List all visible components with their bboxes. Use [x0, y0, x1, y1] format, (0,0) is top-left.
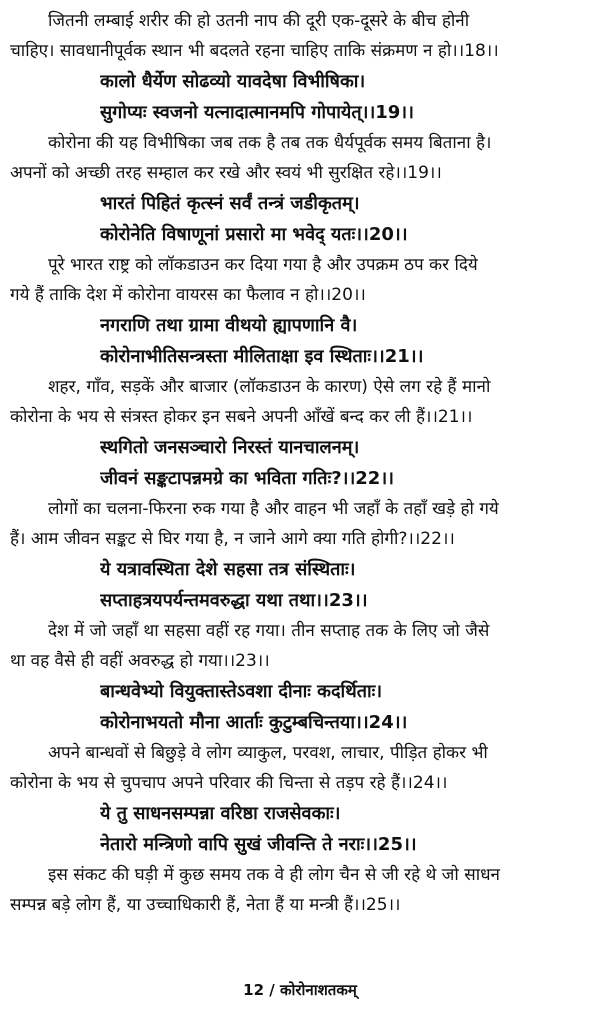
verse-line: भारतं पिहितं कृत्स्नं सर्वं तन्त्रं जडीकृतम्।: [100, 193, 360, 214]
sanskrit-verse: [10, 676, 590, 738]
text-line: जितनी लम्बाई शरीर की हो उतनी नाप की दूरी एक-दूसरे के बीच होनी: [48, 11, 470, 31]
text-line: था वह वैसे ही वहीं अवरुद्ध हो गया।।23।।: [10, 651, 270, 671]
text-line: सम्पन्न बड़े लोग हैं, या उच्चाधिकारी हैं, नेता हैं या मन्त्री हैं।।25।।: [10, 895, 401, 915]
commentary-paragraph: [10, 250, 590, 310]
text-line: लोगों का चलना-फिरना रुक गया है और वाहन भी जहाँ के तहाँ खड़े हो गये: [48, 499, 499, 519]
text-line: कोरोना की यह विभीषिका जब तक है तब तक धैर्यपूर्वक समय बिताना है।: [48, 133, 492, 153]
commentary-paragraph: [10, 6, 590, 66]
verse-line: नेतारो मन्त्रिणो वापि सुखं जीवन्ति ते नराः।।25।।: [100, 834, 417, 855]
page-body: [10, 6, 590, 920]
verse-line: नगराणि तथा ग्रामा वीथयो ह्यापणानि वै।: [100, 315, 358, 336]
sanskrit-verse: [10, 432, 590, 494]
text-line: कोरोना के भय से चुपचाप अपने परिवार की चिन्ता से तड़प रहे हैं।।24।।: [10, 773, 448, 793]
text-line: अपने बान्धवों से बिछुड़े वे लोग व्याकुल, परवश, लाचार, पीड़ित होकर भी: [48, 743, 488, 763]
commentary-paragraph: [10, 372, 590, 432]
commentary-paragraph: [10, 494, 590, 554]
text-line: शहर, गाँव, सड़कें और बाजार (लॉकडाउन के कारण) ऐसे लग रहे हैं मानो: [48, 377, 491, 397]
verse-line: कोरोनाभयतो मौना आर्ताः कुटुम्बचिन्तया।।24।।: [100, 712, 408, 733]
text-line: हैं। आम जीवन सङ्कट से घिर गया है, न जाने आगे क्या गति होगी?।।22।।: [10, 529, 455, 549]
commentary-paragraph: [10, 860, 590, 920]
page-footer: 12 / कोरोनाशतकम्: [243, 981, 357, 999]
verse-line: ये यत्रावस्थिता देशे सहसा तत्र संस्थिताः।: [100, 559, 356, 580]
verse-line: सप्ताहत्रयपर्यन्तमवरुद्धा यथा तथा।।23।।: [100, 590, 368, 611]
text-line: गये हैं ताकि देश में कोरोना वायरस का फैलाव न हो।।20।।: [10, 285, 366, 305]
text-line: पूरे भारत राष्ट्र को लॉकडाउन कर दिया गया है और उपक्रम ठप कर दिये: [48, 255, 478, 275]
text-line: अपनों को अच्छी तरह सम्हाल कर रखे और स्वयं भी सुरक्षित रहे।।19।।: [10, 163, 442, 183]
commentary-paragraph: [10, 128, 590, 188]
sanskrit-verse: [10, 188, 590, 250]
sanskrit-verse: [10, 66, 590, 128]
verse-line: बान्धवेभ्यो वियुक्तास्तेऽवशा दीनाः कदर्थिताः।: [100, 681, 383, 702]
text-line: कोरोना के भय से संत्रस्त होकर इन सबने अपनी आँखें बन्द कर ली हैं।।21।।: [10, 407, 473, 427]
sanskrit-verse: [10, 554, 590, 616]
verse-line: कालो धैर्येण सोढव्यो यावदेषा विभीषिका।: [100, 71, 366, 92]
sanskrit-verse: [10, 798, 590, 860]
commentary-paragraph: [10, 738, 590, 798]
text-line: इस संकट की घड़ी में कुछ समय तक वे ही लोग चैन से जी रहे थे जो साधन: [48, 865, 500, 885]
verse-line: कोरोनाभीतिसन्त्रस्ता मीलिताक्षा इव स्थिताः।।21।।: [100, 346, 424, 367]
commentary-paragraph: [10, 616, 590, 676]
text-line: देश में जो जहाँ था सहसा वहीं रह गया। तीन सप्ताह तक के लिए जो जैसे: [48, 621, 490, 641]
verse-line: कोरोनेति विषाणूनां प्रसारो मा भवेद् यतः।।20।।: [100, 224, 408, 245]
verse-line: सुगोप्यः स्वजनो यत्नादात्मानमपि गोपायेत्।।19।।: [100, 102, 414, 123]
sanskrit-verse: [10, 310, 590, 372]
verse-line: ये तु साधनसम्पन्ना वरिष्ठा राजसेवकाः।: [100, 803, 341, 824]
verse-line: स्थगितो जनसञ्चारो निरस्तं यानचालनम्।: [100, 437, 360, 458]
text-line: चाहिए। सावधानीपूर्वक स्थान भी बदलते रहना चाहिए ताकि संक्रमण न हो।।18।।: [10, 41, 499, 61]
verse-line: जीवनं सङ्कटापन्नमग्रे का भविता गतिः?।।22।।: [100, 468, 394, 489]
